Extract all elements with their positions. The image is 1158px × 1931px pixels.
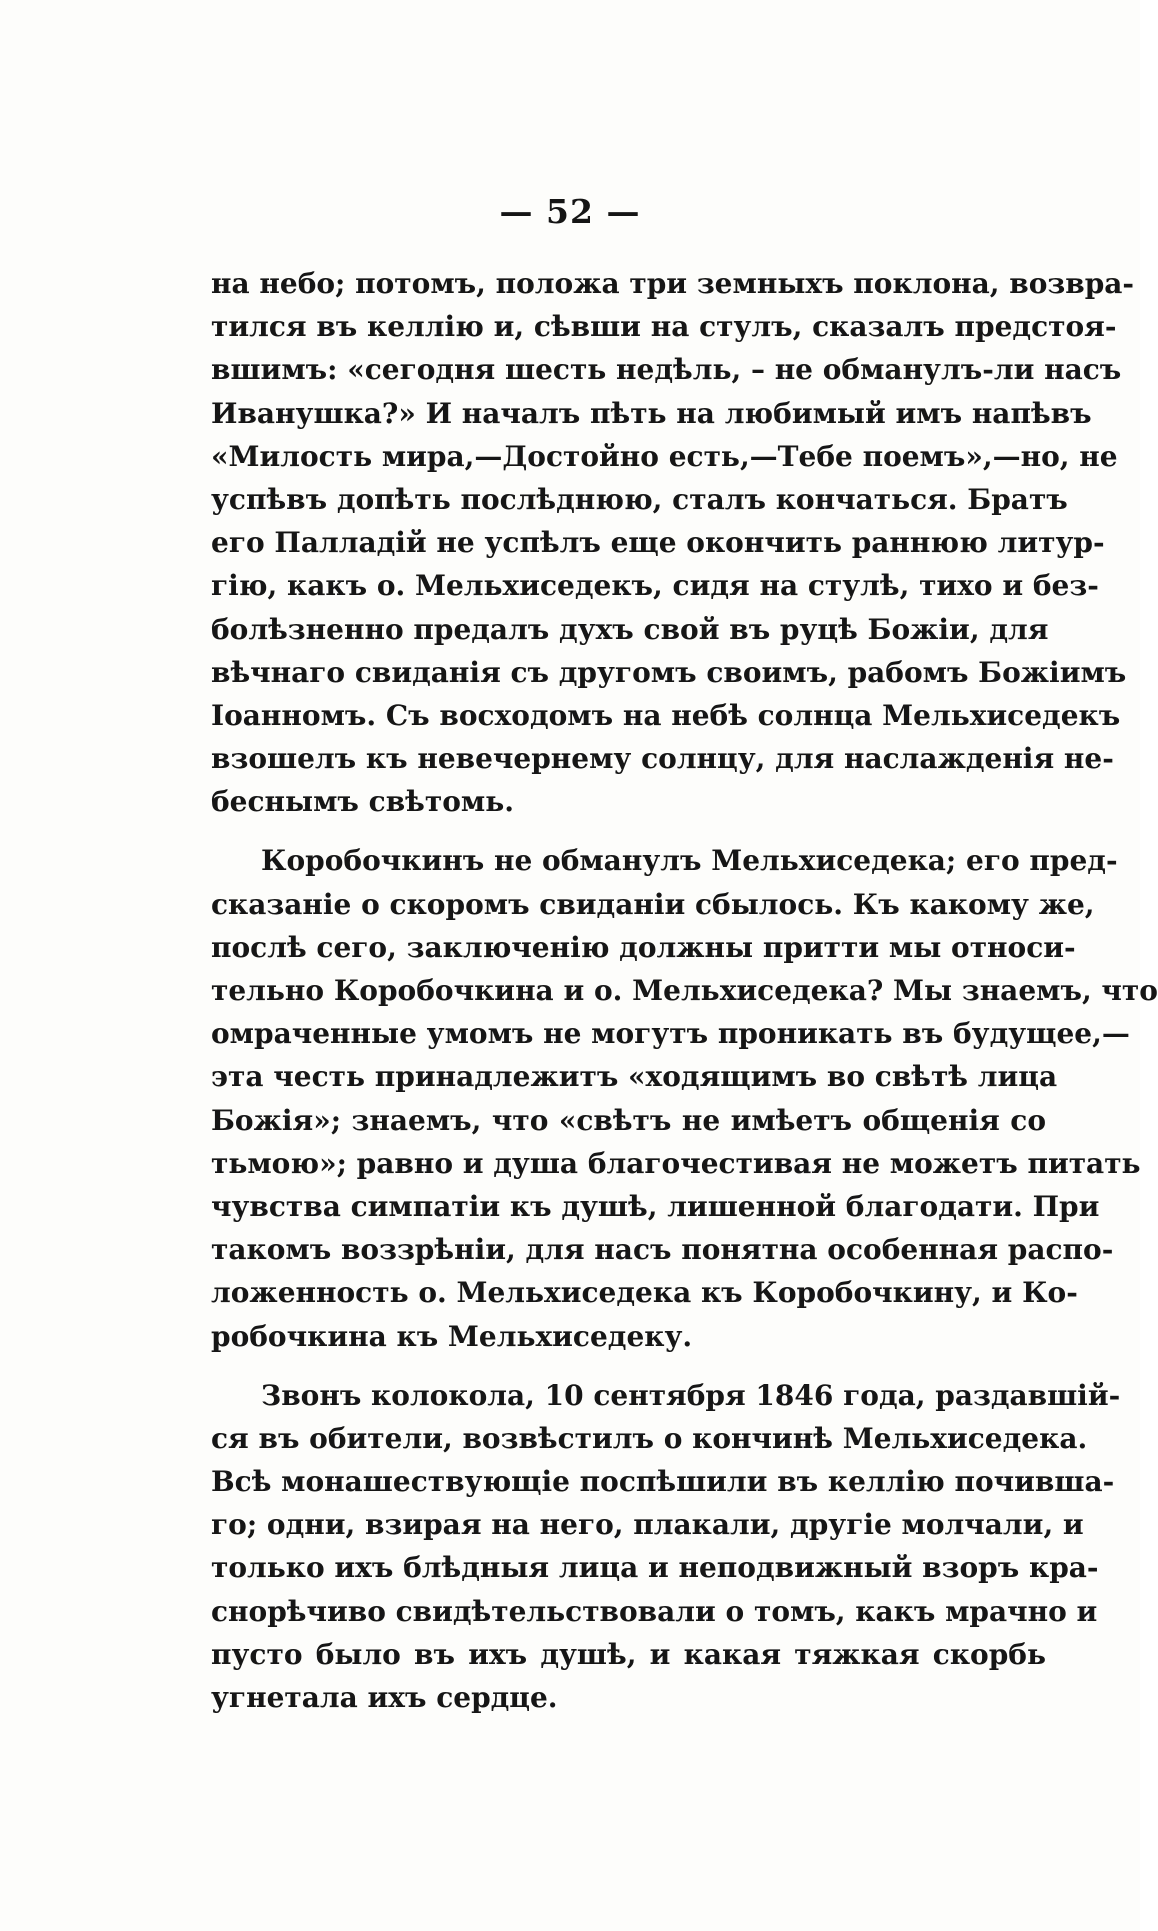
text-line: пусто было въ ихъ душѣ, и какая тяжкая скорбь [211, 1637, 1046, 1671]
text-line: Божія»; знаемъ, что «свѣтъ не имѣетъ общенія со [211, 1103, 1046, 1137]
paragraph-2 [211, 839, 1158, 1357]
text-line: угнетала ихъ сердце. [211, 1681, 558, 1714]
text-line: эта честь принадлежитъ «ходящимъ во свѣтѣ лица [211, 1060, 1058, 1094]
paragraph-1 [211, 262, 1135, 823]
text-line: омраченные умомъ не могутъ проникать въ будущее,— [211, 1017, 1130, 1051]
text-line: послѣ сего, заключенію должны притти мы относи- [211, 930, 1076, 964]
text-line: тился въ келлію и, сѣвши на стулъ, сказалъ предстоя- [211, 310, 1117, 344]
text-line: сказаніе о скоромъ свиданіи сбылось. Къ какому же, [211, 887, 1095, 921]
text-line: гію, какъ о. Мельхиседекъ, сидя на стулѣ, тихо и без- [211, 569, 1099, 603]
text-line: робочкина къ Мельхиседеку. [211, 1319, 693, 1353]
text-line: тельно Коробочкина и о. Мельхиседека? Мы знаемъ, что [211, 974, 1158, 1007]
text-line: тьмою»; равно и душа благочестивая не можетъ питать [211, 1146, 1141, 1180]
text-line: Звонъ колокола, 10 сентября 1846 года, раздавшій- [261, 1378, 1121, 1412]
text-line: вшимъ: «сегодня шесть недѣль, – не обманулъ-ли насъ [211, 353, 1122, 387]
text-line: успѣвъ допѣть послѣднюю, сталъ кончаться. Братъ [211, 482, 1068, 516]
text-line: на небо; потомъ, положа три земныхъ поклона, возвра- [211, 267, 1135, 300]
text-line: ложенность о. Мельхиседека къ Коробочкину, и Ко- [211, 1276, 1078, 1310]
text-line: го; одни, взирая на него, плакали, другіе молчали, и [211, 1508, 1084, 1542]
text-line: чувства симпатіи къ душѣ, лишенной благодати. При [211, 1189, 1100, 1223]
text-line: взошелъ къ невечернему солнцу, для наслажденія не- [211, 742, 1114, 776]
text-line: Иванушка?» И началъ пѣть на любимый имъ напѣвъ [211, 396, 1092, 430]
text-line: «Милость мира,—Достойно есть,—Тебе поемъ»,—но, не [211, 439, 1118, 473]
paragraph-3 [211, 1374, 1121, 1720]
text-line: его Палладій не успѣлъ еще окончить раннюю литур- [211, 526, 1105, 560]
text-line: болѣзненно предалъ духъ свой въ руцѣ Божіи, для [211, 612, 1049, 646]
text-line: снорѣчиво свидѣтельствовали о томъ, какъ мрачно и [211, 1594, 1098, 1628]
text-line: такомъ воззрѣніи, для насъ понятна особенная распо- [211, 1233, 1114, 1267]
text-line: беснымъ свѣтомь. [211, 785, 514, 819]
text-line: ся въ обители, возвѣстилъ о кончинѣ Мельхиседека. [211, 1421, 1088, 1455]
text-line: Всѣ монашествующіе поспѣшили въ келлію почивша- [211, 1465, 1115, 1499]
page-number: — 52 — [499, 192, 641, 231]
text-line: только ихъ блѣдныя лица и неподвижный взоръ кра- [211, 1551, 1099, 1585]
text-line: вѣчнаго свиданія съ другомъ своимъ, рабомъ Божіимъ [211, 655, 1127, 689]
text-line: Іоанномъ. Съ восходомъ на небѣ солнца Мельхиседекъ [211, 698, 1121, 732]
text-line: Коробочкинъ не обманулъ Мельхиседека; его пред- [261, 844, 1118, 878]
body-text [211, 262, 1158, 1735]
